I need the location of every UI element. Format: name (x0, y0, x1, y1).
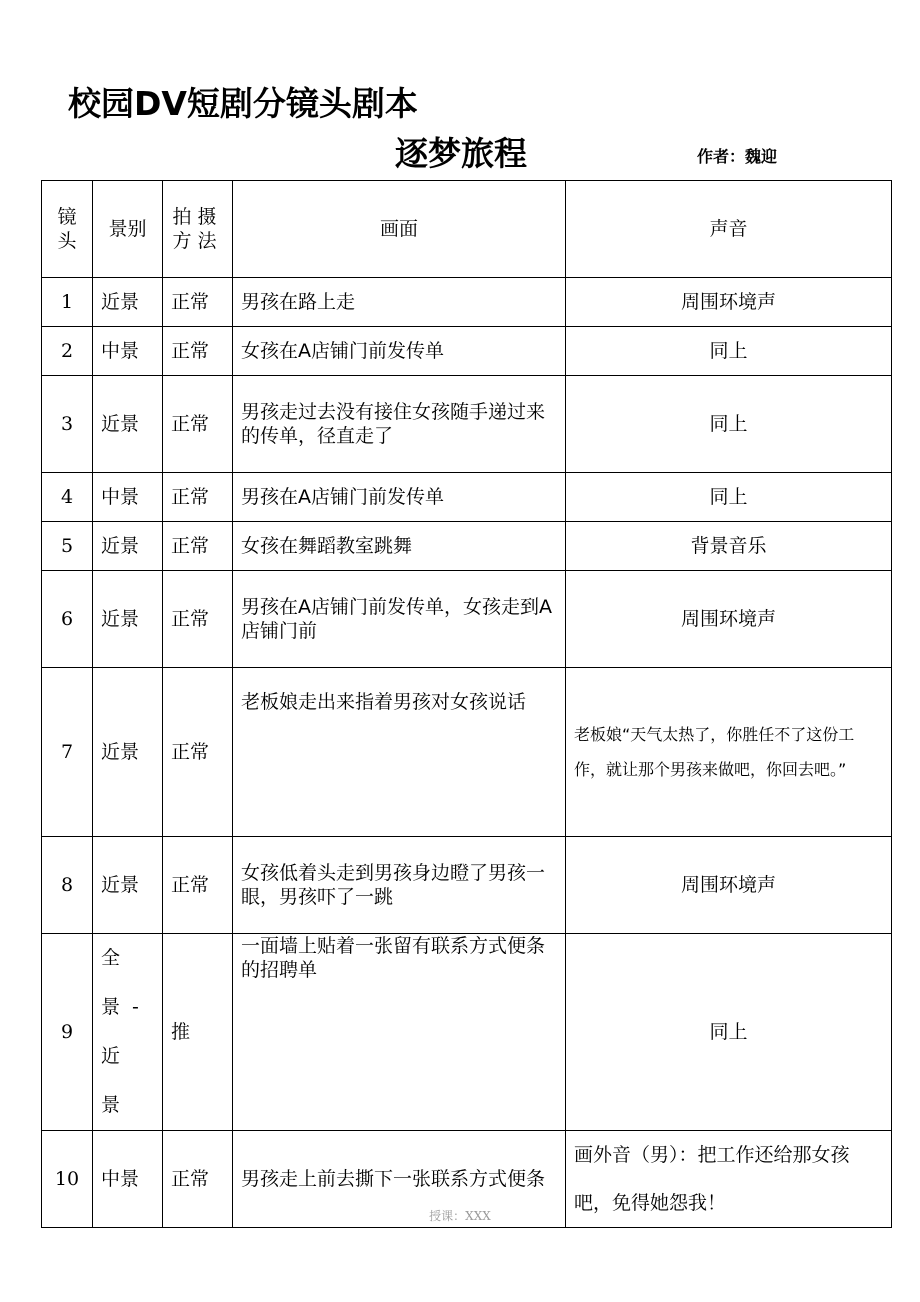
scene-size: 近景 (93, 376, 163, 473)
header-sound: 声音 (566, 181, 892, 278)
shot-number: 7 (42, 668, 93, 837)
scene-size: 近景 (93, 837, 163, 934)
shooting-method: 推 (163, 934, 233, 1131)
sound-description: 周围环境声 (566, 278, 892, 327)
shot-number: 2 (42, 327, 93, 376)
shot-number: 10 (42, 1131, 93, 1228)
picture-description: 男孩在A店铺门前发传单，女孩走到A店铺门前 (233, 571, 566, 668)
shot-number: 3 (42, 376, 93, 473)
picture-description: 老板娘走出来指着男孩对女孩说话 (233, 668, 566, 837)
table-row (42, 837, 892, 934)
shooting-method: 正常 (163, 522, 233, 571)
sound-description: 老板娘“天气太热了，你胜任不了这份工作，就让那个男孩来做吧，你回去吧。” (566, 668, 892, 837)
sound-description: 画外音（男）：把工作还给那女孩吧，免得她怨我！ (566, 1131, 892, 1228)
picture-description: 一面墙上贴着一张留有联系方式便条的招聘单 (233, 934, 566, 1131)
header-row (42, 181, 892, 278)
storyboard-table (41, 180, 892, 1228)
sound-description: 同上 (566, 473, 892, 522)
sound-description: 同上 (566, 934, 892, 1131)
document-title: 校园DV短剧分镜头剧本 (68, 84, 418, 123)
header-method: 拍摄方法 (163, 181, 233, 278)
shooting-method: 正常 (163, 376, 233, 473)
shooting-method: 正常 (163, 571, 233, 668)
table-row (42, 376, 892, 473)
scene-size: 中景 (93, 473, 163, 522)
shooting-method: 正常 (163, 1131, 233, 1228)
shot-number: 1 (42, 278, 93, 327)
table-row (42, 668, 892, 837)
header-picture: 画面 (233, 181, 566, 278)
scene-size: 近景 (93, 278, 163, 327)
picture-description: 男孩走过去没有接住女孩随手递过来的传单，径直走了 (233, 376, 566, 473)
shooting-method: 正常 (163, 837, 233, 934)
sound-description: 同上 (566, 327, 892, 376)
shooting-method: 正常 (163, 473, 233, 522)
scene-size: 近景 (93, 571, 163, 668)
shot-number: 8 (42, 837, 93, 934)
table-row (42, 571, 892, 668)
table-row (42, 327, 892, 376)
header-scene: 景别 (93, 181, 163, 278)
page-footer: 授课：XXX (429, 1209, 491, 1223)
scene-size: 中景 (93, 327, 163, 376)
sound-description: 周围环境声 (566, 837, 892, 934)
sound-description: 同上 (566, 376, 892, 473)
document-subtitle: 逐梦旅程 (395, 134, 527, 173)
picture-description: 女孩在A店铺门前发传单 (233, 327, 566, 376)
table-row (42, 278, 892, 327)
shot-number: 6 (42, 571, 93, 668)
picture-description: 女孩低着头走到男孩身边瞪了男孩一眼，男孩吓了一跳 (233, 837, 566, 934)
shot-number: 5 (42, 522, 93, 571)
shooting-method: 正常 (163, 278, 233, 327)
picture-description: 女孩在舞蹈教室跳舞 (233, 522, 566, 571)
sound-description: 背景音乐 (566, 522, 892, 571)
sound-description: 周围环境声 (566, 571, 892, 668)
table-row (42, 473, 892, 522)
header-shot: 镜头 (42, 181, 93, 278)
picture-description: 男孩走上前去撕下一张联系方式便条 (233, 1131, 566, 1228)
table-row (42, 934, 892, 1131)
picture-description: 男孩在A店铺门前发传单 (233, 473, 566, 522)
scene-size: 近景 (93, 522, 163, 571)
scene-size: 近景 (93, 668, 163, 837)
picture-description: 男孩在路上走 (233, 278, 566, 327)
shooting-method: 正常 (163, 668, 233, 837)
table-row (42, 522, 892, 571)
author-line: 作者：魏迎 (697, 147, 778, 166)
shot-number: 9 (42, 934, 93, 1131)
scene-size: 中景 (93, 1131, 163, 1228)
shot-number: 4 (42, 473, 93, 522)
shooting-method: 正常 (163, 327, 233, 376)
scene-size: 全景-近景 (93, 934, 163, 1131)
